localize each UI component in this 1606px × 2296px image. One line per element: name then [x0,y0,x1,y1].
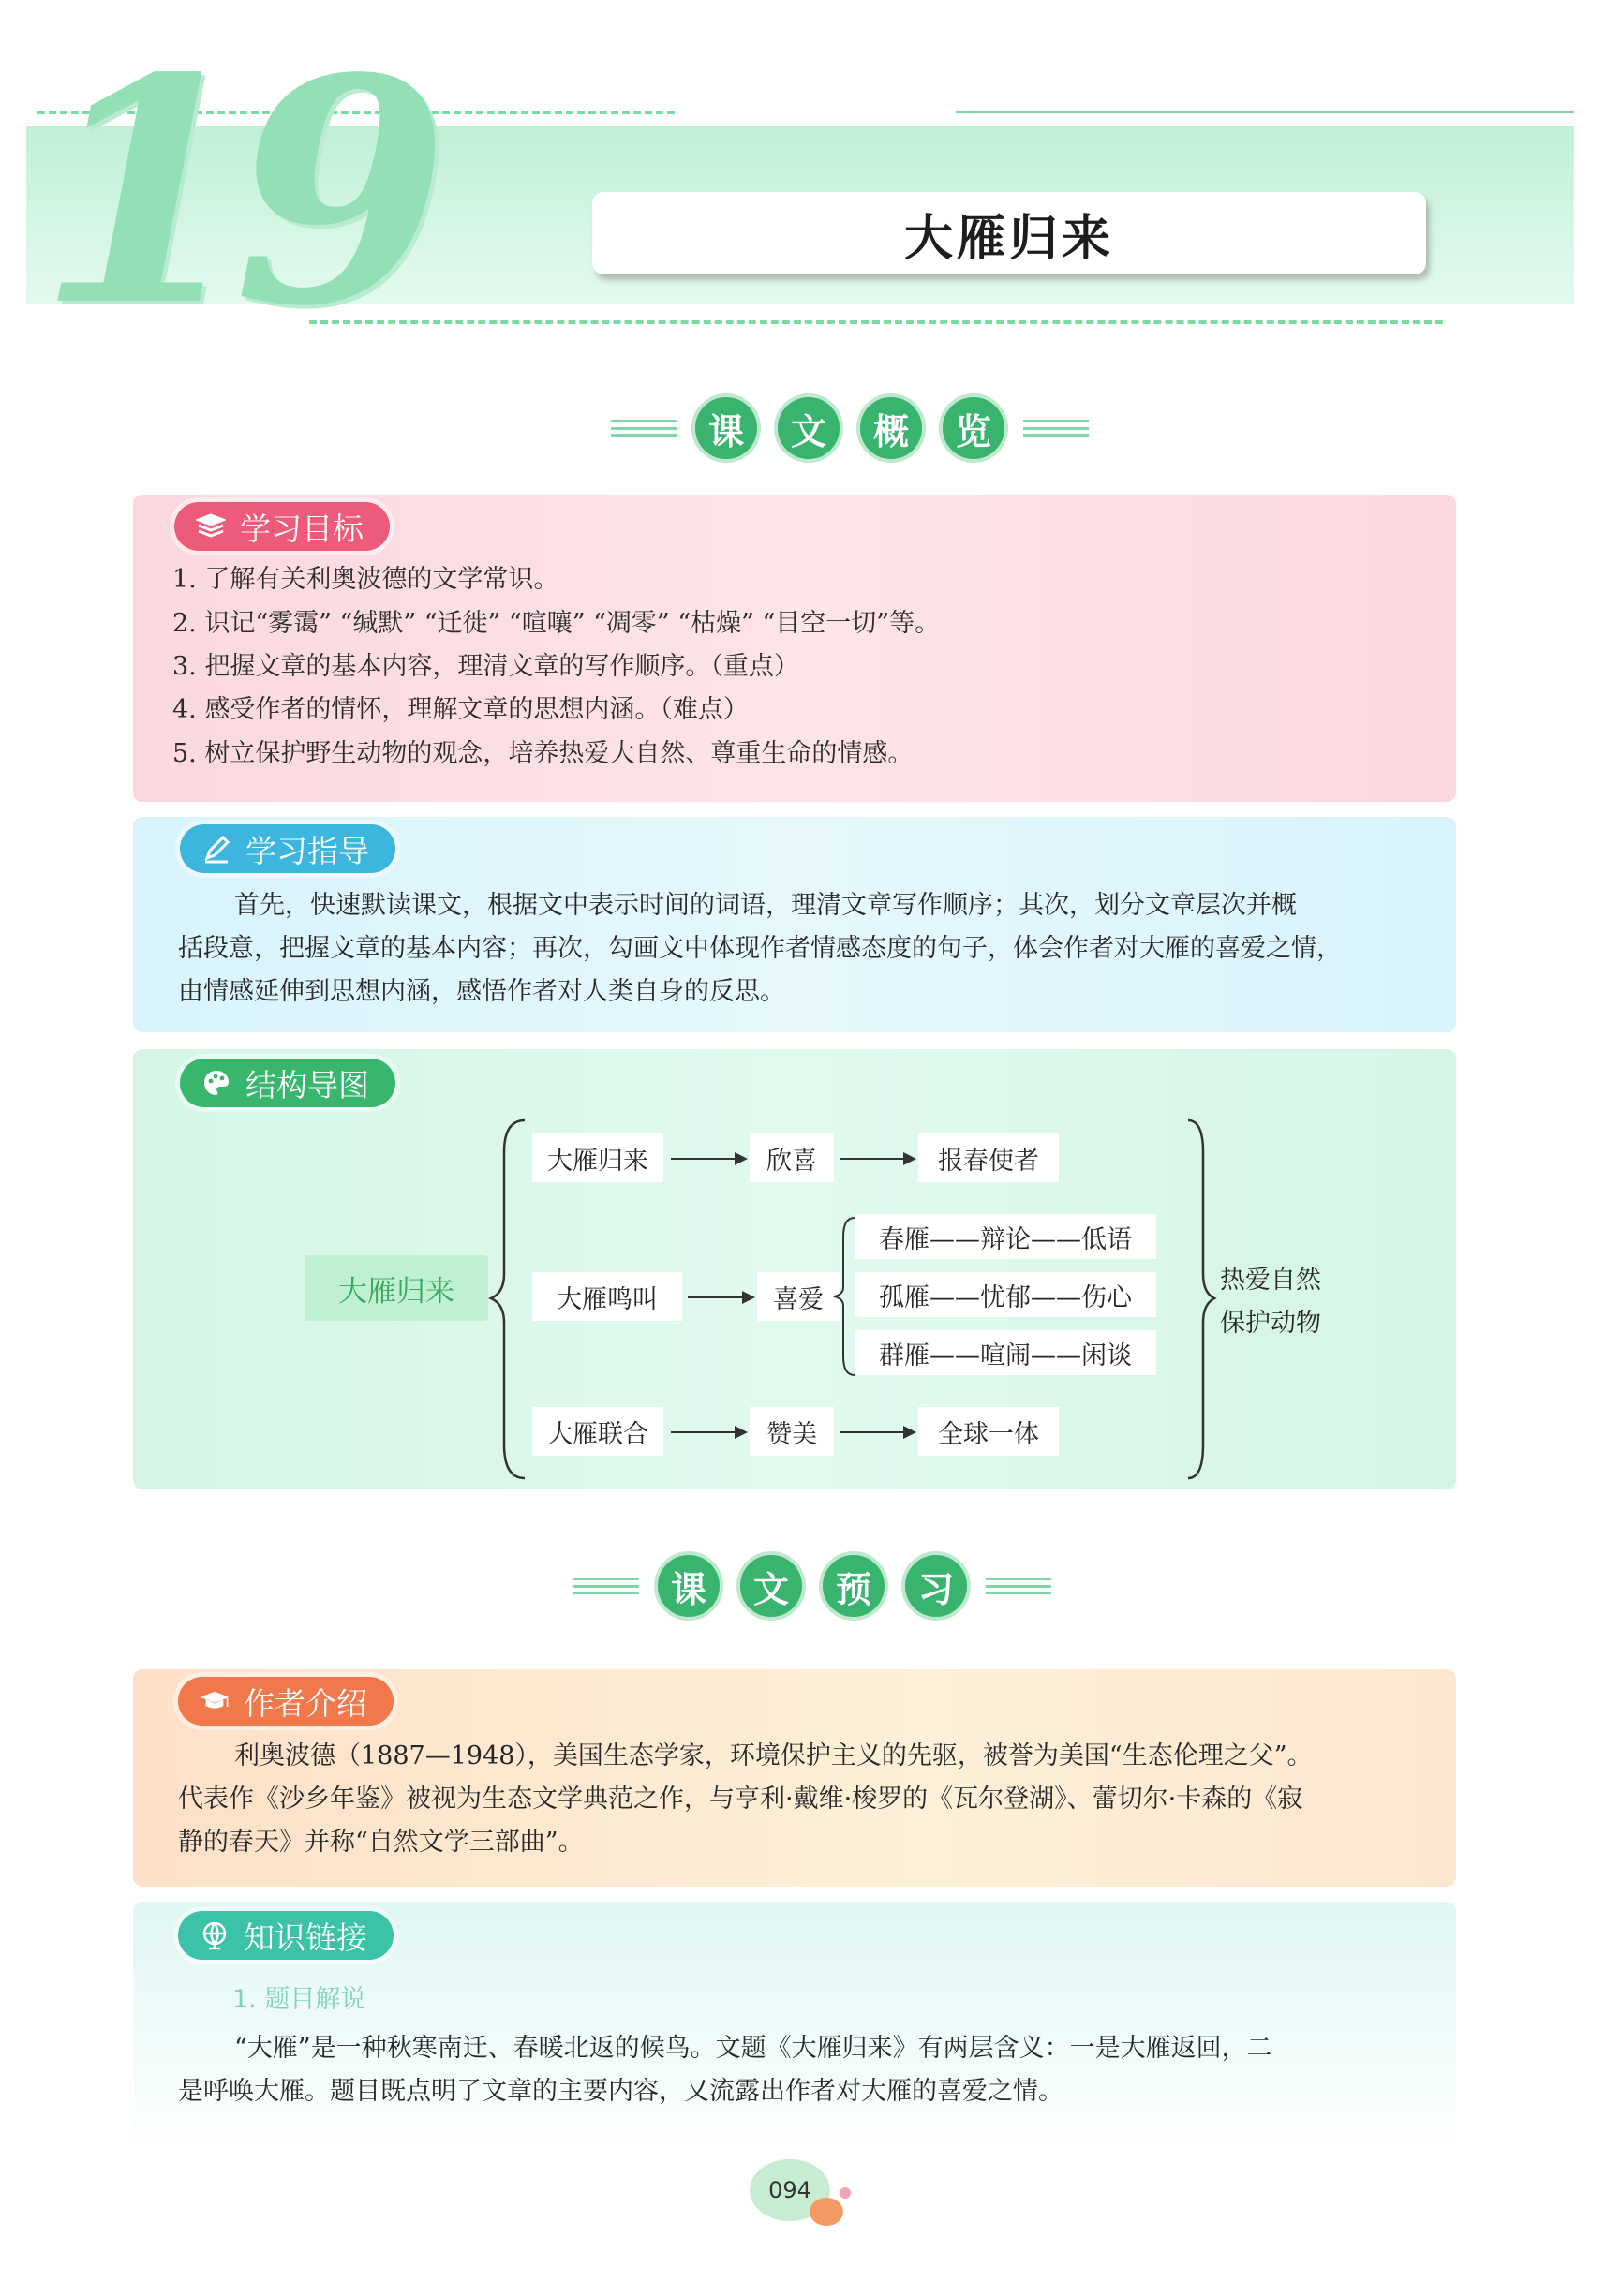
heading-ornament-right [1023,420,1089,437]
heading-ornament-left [611,420,677,437]
map-arrow [688,1296,753,1298]
map-subnode: 群雁——喧闹——闲谈 [855,1330,1156,1375]
guide-line: 首先，快速默读课文，根据文中表示时间的词语，理清文章写作顺序；其次，划分文章层次并概 [234,891,1297,920]
heading-char: 概 [856,393,926,463]
section-heading-preview [573,1551,1051,1621]
guide-label [180,824,395,873]
map-node: 大雁归来 [532,1133,663,1182]
title-card [592,192,1426,274]
heading-char: 预 [819,1551,888,1621]
page-number-decoration [810,2198,843,2226]
map-node: 赞美 [750,1407,834,1456]
goal-item: 4. 感受作者的情怀，理解文章的思想内涵。（难点） [172,695,749,724]
map-conclusion-line: 保护动物 [1220,1309,1321,1338]
map-arrow [840,1158,915,1160]
map-node: 大雁联合 [532,1407,663,1456]
map-arrow [671,1158,746,1160]
author-label [178,1677,394,1726]
structure-label-text: 结构导图 [245,1066,369,1104]
goals-label [174,502,390,551]
knowledge-label [178,1911,394,1960]
knowledge-line: “大雁”是一种秋寒南迁、春暖北返的候鸟。文题《大雁归来》有两层含义：一是大雁返回，二 [234,2034,1272,2063]
knowledge-line: 是呼唤大雁。题目既点明了文章的主要内容，又流露出作者对大雁的喜爱之情。 [178,2077,1063,2106]
page-title: 大雁归来 [903,209,1114,267]
map-root-node: 大雁归来 [305,1255,488,1321]
page-number: 094 [750,2159,830,2221]
author-line: 利奥波德（1887—1948），美国生态学家，环境保护主义的先驱，被誉为美国“生态伦理之父”。 [234,1741,1313,1770]
heading-char: 习 [901,1551,971,1621]
map-left-brace [487,1115,534,1489]
guide-label-text: 学习指导 [245,832,369,869]
knowledge-subtitle: 1. 题目解说 [232,1985,366,2014]
author-line: 代表作《沙乡年鉴》被视为生态文学典范之作，与亨利·戴维·梭罗的《瓦尔登湖》、蕾切尔·卡森的《寂 [178,1785,1303,1814]
goal-item: 5. 树立保护野生动物的观念，培养热爱大自然、尊重生命的情感。 [172,739,914,768]
map-conclusion-line: 热爱自然 [1220,1266,1321,1295]
author-label-text: 作者介绍 [244,1684,367,1722]
heading-char: 课 [654,1551,723,1621]
page-number-decoration [840,2187,851,2199]
graduation-cap-icon [199,1685,230,1717]
map-subnode: 春雁——辩论——低语 [855,1214,1156,1259]
structure-label [180,1059,395,1107]
knowledge-label-text: 知识链接 [244,1918,367,1956]
map-arrow [671,1431,746,1433]
map-subnode: 孤雁——忧郁——伤心 [855,1272,1156,1317]
palette-icon [201,1067,232,1099]
pencil-icon [201,833,232,865]
heading-char: 览 [939,393,1008,463]
globe-icon [199,1919,230,1951]
goals-label-text: 学习目标 [240,510,364,547]
map-node: 大雁鸣叫 [532,1272,682,1321]
map-node: 报春使者 [918,1133,1059,1182]
books-icon [195,511,227,542]
map-node: 全球一体 [918,1407,1059,1456]
map-arrow [840,1431,915,1433]
heading-char: 文 [774,393,843,463]
lesson-number: 19 [37,10,431,374]
heading-char: 课 [691,393,761,463]
header-dashed-line-bottom [309,320,1443,324]
goal-item: 2. 识记“雾霭” “缄默” “迁徙” “喧嚷” “凋零” “枯燥” “目空一切”等。 [172,609,941,638]
goal-item: 1. 了解有关利奥波德的文学常识。 [172,565,559,594]
heading-ornament-right [986,1578,1051,1594]
map-right-brace [1182,1115,1220,1489]
goal-item: 3. 把握文章的基本内容，理清文章的写作顺序。（重点） [172,652,799,681]
section-heading-overview [611,393,1089,463]
author-line: 静的春天》并称“自然文学三部曲”。 [178,1828,584,1857]
map-node: 喜爱 [757,1272,840,1321]
heading-ornament-left [573,1578,639,1594]
map-node: 欣喜 [750,1133,834,1182]
header-line-top [956,111,1574,113]
guide-line: 括段意，把握文章的基本内容；再次，勾画文中体现作者情感态度的句子，体会作者对大雁的喜爱之情， [178,934,1342,963]
heading-char: 文 [736,1551,806,1621]
guide-line: 由情感延伸到思想内涵，感悟作者对人类自身的反思。 [178,977,785,1006]
